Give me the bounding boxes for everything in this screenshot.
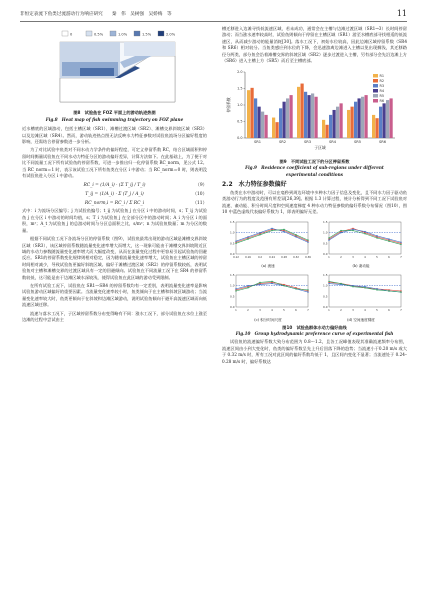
preference-chart: [224, 271, 312, 315]
legend-swatch: [86, 31, 92, 36]
legend-label: R5: [379, 94, 384, 99]
bar: [282, 102, 285, 138]
data-point: [283, 228, 284, 229]
bar: [322, 120, 325, 138]
legend-label: R6: [379, 99, 384, 104]
x-tick-label: 1: [234, 309, 237, 313]
preference-chart: [317, 271, 405, 315]
y-tick-label: 0.5: [236, 120, 242, 125]
plot-frame: [329, 222, 401, 254]
heatmap-plot: [60, 42, 175, 102]
series-line: [236, 229, 308, 242]
data-point: [307, 291, 308, 292]
heatmap-legend: [62, 31, 176, 36]
x-tick-label: 0.24: [268, 255, 275, 259]
x-tick-label: SR3: [303, 140, 311, 145]
x-tick-label: SR2: [278, 140, 286, 145]
bar: [247, 91, 250, 139]
y-tick-label: 1.0: [322, 283, 327, 288]
preference-panel: [224, 271, 313, 322]
legend-swatch: [62, 31, 68, 36]
x-tick-label: 0.28: [280, 255, 287, 259]
bar: [289, 96, 292, 139]
data-point: [295, 234, 296, 235]
paragraph: 根据不同试验工况下各流场分区的停留系数（图9），试验鱼最常出现的游动区域是滩槽交界斜坡区域（SR3），该区域停留系数随流量变化速率增大而增大，这一现象可能由于滩槽交界斜坡附近区域的水动力参数随流量变化速率增大而大幅度改变，从而在流量变化过程中更容易引起试验鱼的回避反应。SR1的停留系数变化规律则相对稳定，因为随着流量变化速率增大，试验鱼在主槽区域的停留时间相对减少，导致试验鱼更偏好斜坡区域。偏好于滩槽过渡区域（SR2）的停留系数较低，表明试验鱼对主槽和滩槽交界的过渡区域具有一定的回避倾向。试验鱼在不同流量工况下在 SR4 的停留系数较低，这可能是由于边滩区域水深较浅，使得试验鱼在此区域的游动受到限制。: [22, 236, 207, 280]
page-number: 11: [396, 9, 407, 18]
preference-panel: [317, 218, 406, 269]
data-point: [235, 290, 236, 291]
bar: [325, 125, 328, 138]
right-column: [222, 26, 407, 367]
running-header: 非恒定表流下鱼类过流游动行为响应研究 秦 伟 吴树强 吴娇梅 等: [20, 12, 172, 17]
data-point: [376, 237, 377, 238]
legend-swatch: [110, 31, 116, 36]
bar: [311, 94, 314, 139]
equation-9: RC_i = (1/A_i) · (Σ T_ij / T_i) （9）: [83, 183, 207, 189]
y-tick-label: 1.5: [229, 273, 234, 278]
bar: [286, 99, 289, 139]
y-tick-label: 0.5: [229, 294, 234, 299]
legend-label: R4: [379, 89, 384, 94]
bar: [389, 99, 392, 139]
legend-label: R2: [379, 79, 384, 84]
data-point: [271, 227, 272, 228]
legend-swatch: [373, 74, 378, 78]
x-tick-label: 5: [375, 309, 378, 313]
fig10-caption-cn: 图10 试验鱼群体水动力偏好曲线: [282, 324, 347, 330]
bar: [257, 107, 260, 138]
data-point: [271, 281, 272, 282]
bar: [361, 97, 364, 138]
x-tick-label: 2: [339, 309, 342, 313]
section-heading: 2.2 水力特征参数偏好: [222, 181, 287, 189]
bar: [307, 96, 310, 139]
x-tick-label: 3: [351, 255, 354, 259]
y-tick-label: 1.0: [229, 283, 234, 288]
data-point: [340, 230, 341, 231]
paragraph: 近水槽底的区域游动，包括主槽区域（SR1）、滩槽过渡区域（SR2）、滩槽交界斜坡区域（SR3）以及边滩区域（SR4）。然而，游动轨迹热点图无法反映水力特征参数对试验鱼流场分区偏好程度的影响，还需结合停留参数进一步分析。: [22, 126, 207, 145]
plot-frame: [236, 222, 308, 254]
data-point: [376, 235, 377, 236]
plot-frame: [236, 275, 308, 307]
paragraph: 在所有试验工况下，试验鱼在 SR1—SR4 的停留系数均有一定差别，表明流量变化速率是影响试验鱼游动区域偏好的重要因素。当流量变化速率较小时，鱼类倾向于在主槽和斜坡区域游动；当流量变化速率较大时，鱼类更倾向于在斜坡和边滩区域游动，说明试验鱼倾向于避开高流速区域而向低流速区域迁移。: [22, 282, 207, 308]
data-point: [328, 239, 329, 240]
bar: [347, 110, 350, 138]
legend-label: R3: [379, 84, 384, 89]
y-tick-label: 0.0: [322, 305, 327, 310]
data-point: [376, 289, 377, 290]
fig8-caption-en: Fig.8 Heat map of fish swimming trajectory on FOZ plane: [45, 116, 184, 122]
paragraph: 式中：i 为流场分区编号；j 为试验鱼编号；t_ij 为试验鱼 j 在分区 i 中的游动时间，s；T_ij 为试验鱼 j 在分区 i 中游动的时间均值，s；T_i 为试验鱼 j 在全部分区中的游动时间；A_i 为分区 i 的面积，m²；A_t 为试验鱼 j 的总游动时间与分区总面积之比，s/m²；n 为试验鱼数量；m 为分区的数量。: [22, 208, 207, 233]
figure-8: [40, 28, 190, 108]
x-tick-label: 4: [363, 309, 366, 313]
x-tick-label: SR1: [253, 140, 261, 145]
y-tick-label: 0.0: [229, 251, 234, 256]
series-line: [329, 228, 401, 243]
data-point: [388, 240, 389, 241]
data-point: [388, 238, 389, 239]
bar: [375, 119, 378, 139]
y-tick-label: 0.5: [322, 294, 327, 299]
data-point: [307, 241, 308, 242]
data-point: [259, 232, 260, 233]
y-tick-label: 2.0: [236, 70, 242, 75]
x-tick-label: 4: [270, 309, 273, 313]
bar: [339, 104, 342, 139]
data-point: [247, 285, 248, 286]
bar: [386, 100, 389, 138]
x-axis-label: 子区域: [313, 145, 326, 151]
bar: [297, 87, 300, 138]
legend-label: 1.0%: [117, 32, 127, 37]
legend-label: 0.5%: [93, 32, 103, 37]
data-point: [400, 241, 401, 242]
legend-swatch: [373, 79, 378, 83]
data-point: [340, 232, 341, 233]
x-tick-label: 6: [387, 255, 390, 259]
series-line: [236, 284, 308, 293]
data-point: [352, 286, 353, 287]
data-point: [283, 231, 284, 232]
preference-curves-grid: [224, 218, 406, 323]
data-point: [235, 288, 236, 289]
bar: [279, 109, 282, 139]
data-point: [328, 237, 329, 238]
bar: [336, 107, 339, 138]
x-tick-label: 2: [246, 309, 249, 313]
bar: [254, 99, 257, 139]
preference-chart: [317, 218, 405, 262]
fig9-caption-en-2: experimental conditions: [285, 171, 343, 177]
fig9-caption-cn: 图9 不同试验工况下的分区停留系数: [279, 158, 350, 164]
data-point: [235, 240, 236, 241]
y-axis-label: 停留系数: [225, 97, 231, 114]
data-point: [307, 239, 308, 240]
figure-9: [225, 66, 405, 156]
preference-panel: [224, 218, 313, 269]
panel-caption: (a) 流速: [261, 264, 275, 269]
paragraph: 流速与落水工况下，子区域停留系数分布变得略有不同：涨水工况下，部分试验鱼在水位上涨至边滩的过程中尝试由主: [22, 310, 207, 322]
bar: [314, 97, 317, 138]
x-tick-label: SR4: [328, 140, 336, 145]
data-point: [328, 283, 329, 284]
data-point: [283, 285, 284, 286]
x-tick-label: 7: [306, 309, 309, 313]
figure-10: [224, 218, 406, 323]
y-tick-label: 1.0: [322, 230, 327, 235]
bar: [332, 110, 335, 138]
data-point: [340, 283, 341, 284]
legend-swatch: [373, 99, 378, 103]
data-point: [328, 281, 329, 282]
equation-10: T_ij = (1/A_i) · Σ (T_j / A_i) （10）: [85, 192, 207, 198]
paragraph: 鱼类在水中游动时，可以在毫秒到周边环境中多种水力因子信息及变化，且不同水力因子驱动鱼类游动行为的程度及范围有所差异[26,39]。根据 1.3 计算过程，统计分析得到不同工况下试验鱼对流速、紊动能、积分时间尺度和空间速度梯度 4 种水动力特征参数的偏好系数分布情况（图10），图10 中蓝色虚线代表偏好系数为 1，即表明偏好无差。: [222, 190, 407, 215]
x-tick-label: 6: [387, 309, 390, 313]
x-tick-label: 2: [339, 255, 342, 259]
y-tick-label: 1.5: [322, 219, 327, 224]
bar: [261, 112, 264, 138]
y-tick-label: 0.0: [236, 136, 242, 141]
x-tick-label: 4: [363, 255, 366, 259]
data-point: [259, 234, 260, 235]
data-point: [400, 243, 401, 244]
y-tick-label: 0.0: [229, 305, 234, 310]
bar: [382, 104, 385, 139]
x-tick-label: 1: [327, 255, 330, 259]
paragraph: 为了对比试验中鱼类对不同水动力学条件的偏好程度，可定义停留系数 RC，结合区域面积和停留时间衡量试验鱼在不同水动力特征分区的游动偏好差异，计算方法如下。在此基础上，为了便于对比不同流量工况下所有试验鱼的停留系数，可进一步推出归一化停留系数 RC_norm，见公式 12。当 RC_norm＝1 时，表示该试验工况下所有鱼类在分区 i 中游动；当 RC_norm＝0 时，则表明没有试验鱼进入分区 i 中游动。: [22, 147, 207, 179]
residence-coefficient-chart: [225, 66, 405, 154]
x-tick-label: 7: [399, 309, 402, 313]
bar: [250, 88, 253, 138]
x-tick-label: 0.32: [292, 255, 299, 259]
y-tick-label: 1.5: [236, 87, 242, 92]
data-point: [295, 288, 296, 289]
y-tick-label: 1.0: [229, 230, 234, 235]
fig10-caption-en: Fig.10 Group hydrodynamic preference curve of experimental fish: [235, 330, 394, 336]
y-tick-label: 1.5: [229, 219, 234, 224]
bar: [300, 84, 303, 138]
y-tick-label: 0.5: [229, 241, 234, 246]
data-point: [247, 287, 248, 288]
bar: [329, 115, 332, 138]
fig8-caption-cn: 图8 试验鱼在 FOZ 平面上的游动轨迹热图: [73, 110, 156, 116]
x-tick-label: 0.2: [257, 255, 262, 259]
x-tick-label: 3: [258, 309, 261, 313]
data-point: [364, 233, 365, 234]
legend-swatch: [373, 89, 378, 93]
x-tick-label: 5: [282, 309, 285, 313]
x-tick-label: SR5: [353, 140, 361, 145]
panel-caption: (c) 积分时间尺度: [254, 317, 282, 322]
data-point: [235, 242, 236, 243]
fig9-caption-en-1: Fig.9 Residence coefficient of sub-regions under different: [245, 165, 384, 171]
legend-label: 1.5%: [141, 32, 151, 37]
paragraph: 槽迁移进入边滩寻找低流速区域，若未成功，通常会在主槽与边滩过渡区域（SR1→3）长时间停留游动；而当涨水速率较高时，试验鱼则倾向于停留在主槽区域（SR1）游至水槽底部寻找相适的低流速区，从而减少游动的能量消耗[30]。落水工况下，初始水位较高，因此边滩区域停留系数（SR4 和 SR6）相对较分。当鱼类感应到水位的下降，会迅速游离边滩进入主槽以免出现搁浅，其迁移路径分两类，部分鱼会沿着滩槽交界的斜坡区域（SR2）逐步过渡进入主槽，另有部分会先沿边滩上方（SR6）进入主槽上方（SR5）而后至主槽底部。: [222, 26, 407, 64]
data-point: [364, 287, 365, 288]
panel-caption: (b) 紊动能: [352, 264, 370, 269]
bar: [364, 96, 367, 139]
data-point: [352, 230, 353, 231]
legend-swatch: [373, 94, 378, 98]
x-tick-label: 7: [399, 255, 402, 259]
bar: [350, 107, 353, 138]
y-tick-label: 1.5: [322, 273, 327, 278]
data-point: [307, 289, 308, 290]
legend-swatch: [373, 84, 378, 88]
heatmap-figure: [40, 28, 190, 106]
data-point: [271, 283, 272, 284]
legend-label: 2.0%: [165, 32, 175, 37]
bar: [357, 99, 360, 139]
x-tick-label: SR6: [378, 140, 386, 145]
equation-11: RC_norm,i = RC_i / Σ RC_i （11）: [84, 201, 207, 207]
preference-panel: [317, 271, 406, 322]
paragraph: 试验鱼的流速偏好系数大致分布范围为 0.8～1.2，且各工况峰值表现其准确流速频率分布图，流速区间由小到大变化时，鱼类的偏好系数呈先上升后回落下降的趋势；当流速小于0.20 m/s 或大于 0.32 m/s 时，所有工况对此区间的偏好系数均低于 1，且区间内变化不显著；当流速处于 0.24–0.28 m/s 时，偏好系数达: [222, 339, 407, 364]
y-tick-label: 0.0: [322, 251, 327, 256]
bar: [304, 92, 307, 138]
bar: [372, 115, 375, 138]
data-point: [295, 236, 296, 237]
x-tick-label: 5: [375, 255, 378, 259]
x-tick-label: 0.36: [304, 255, 311, 259]
legend-label: 0: [69, 32, 72, 37]
x-tick-label: 3: [351, 309, 354, 313]
x-tick-label: 1: [327, 309, 330, 313]
bar: [264, 115, 267, 138]
data-point: [400, 291, 401, 292]
panel-caption: (d) 空间速度梯度: [347, 317, 375, 322]
page-header: [20, 8, 407, 22]
legend-label: R1: [379, 74, 384, 79]
x-tick-label: 0.12: [232, 255, 239, 259]
y-tick-label: 1.0: [236, 103, 242, 108]
data-point: [364, 231, 365, 232]
bar: [275, 123, 278, 139]
legend-swatch: [158, 31, 164, 36]
left-column: [22, 26, 207, 325]
data-point: [388, 290, 389, 291]
x-tick-label: 0.16: [244, 255, 251, 259]
x-tick-label: 6: [294, 309, 297, 313]
data-point: [247, 236, 248, 237]
preference-chart: [224, 218, 312, 262]
bar: [272, 118, 275, 138]
data-point: [247, 238, 248, 239]
data-point: [259, 282, 260, 283]
bar: [379, 107, 382, 138]
legend-swatch: [134, 31, 140, 36]
data-point: [259, 284, 260, 285]
bar: [354, 102, 357, 138]
data-point: [271, 230, 272, 231]
y-tick-label: 0.5: [322, 241, 327, 246]
